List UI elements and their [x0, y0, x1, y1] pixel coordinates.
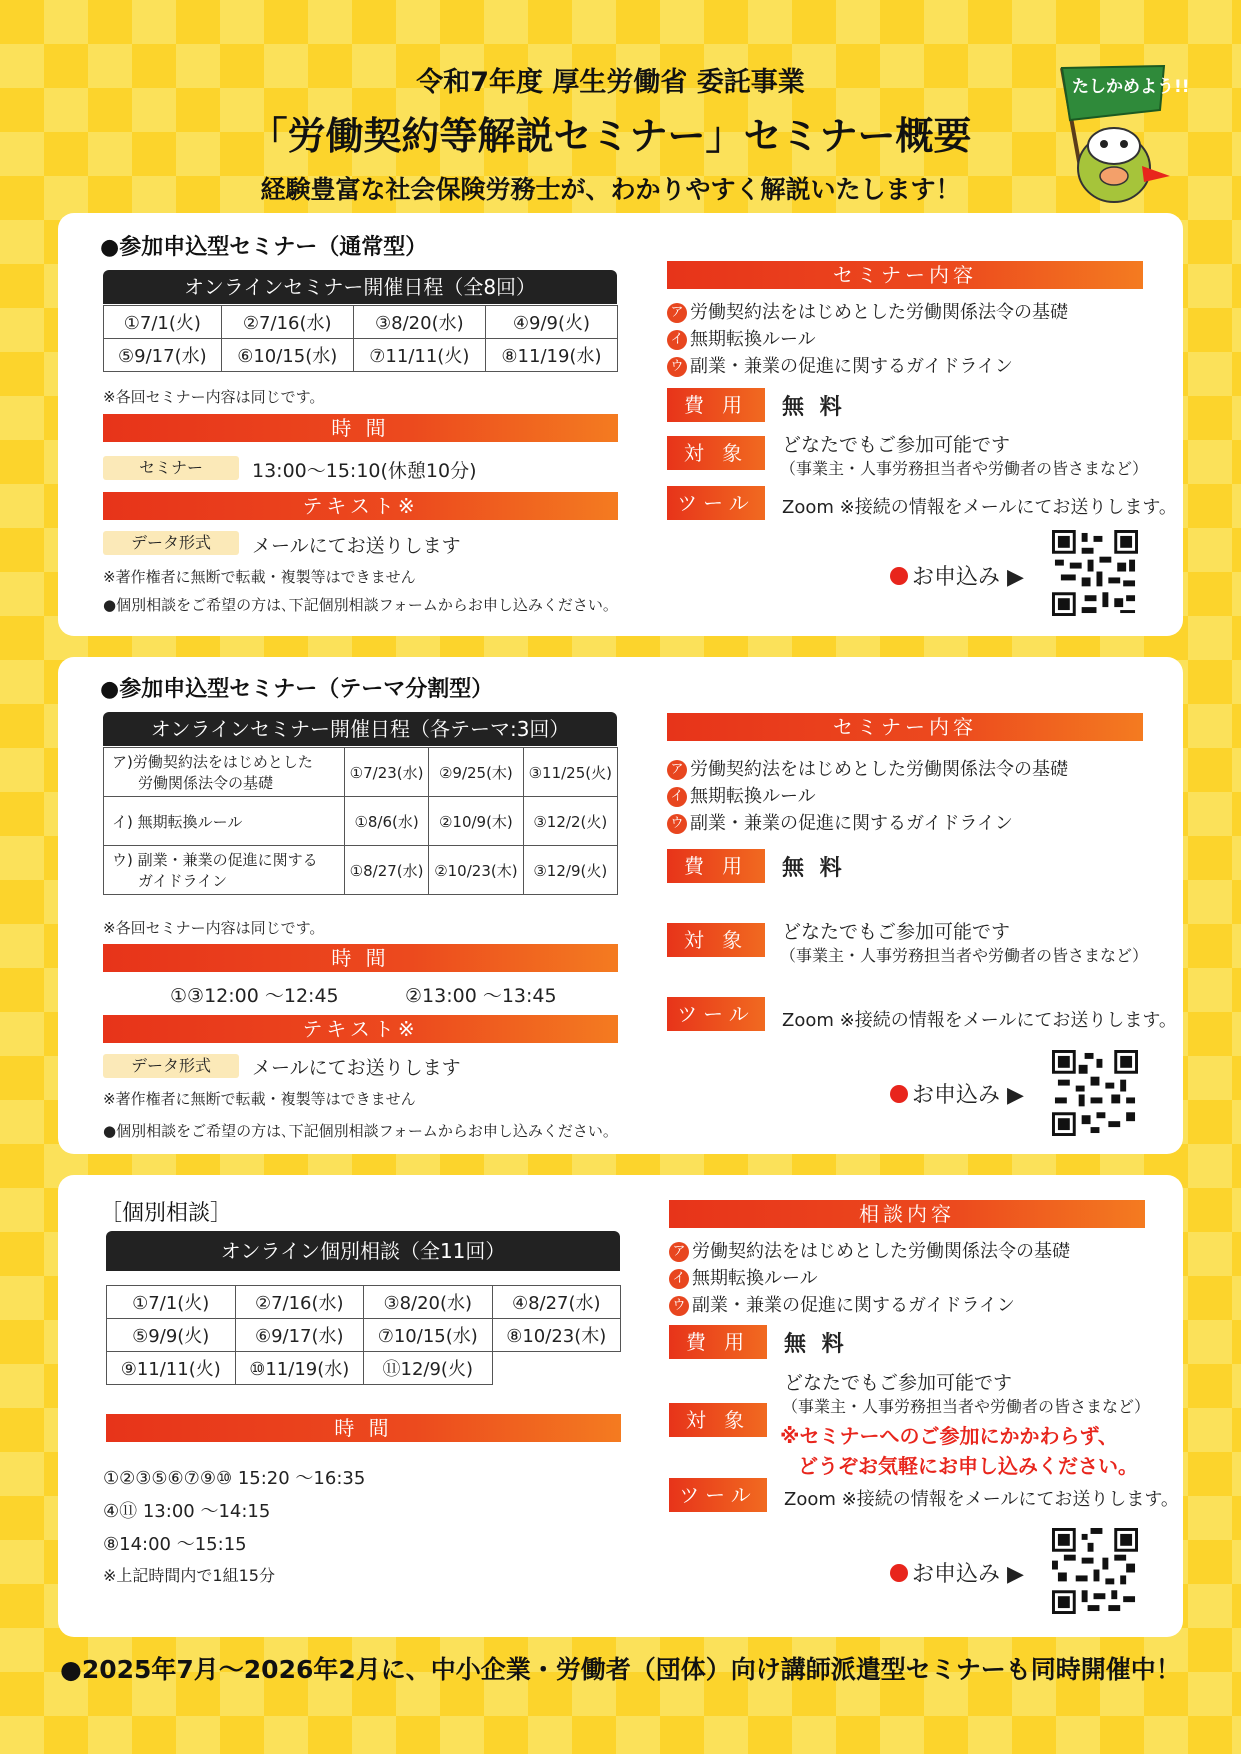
table-cell: ①8/27(水) [345, 846, 429, 895]
qr-code-icon[interactable] [1052, 530, 1138, 616]
table-cell: ⑤9/9(火) [107, 1319, 236, 1352]
theme-text: ガイドライン [138, 872, 228, 890]
time-band: 時 間 [103, 414, 618, 442]
table-row [104, 846, 618, 895]
footer-note: ●2025年7月～2026年2月に、中小企業・労働者（団体）向け講師派遣型セミナーも同時開催中！ [60, 1655, 1181, 1684]
table-cell: ①7/23(水) [345, 748, 429, 797]
table-row [107, 1352, 621, 1385]
table-cell: ④8/27(水) [492, 1286, 621, 1319]
section-title-consult: ［個別相談］ [100, 1201, 233, 1226]
theme-schedule-table [103, 747, 618, 895]
table-cell: ⑨11/11(火) [107, 1352, 236, 1385]
seminar-content-band: セミナー内容 [667, 713, 1143, 741]
copyright-note: ※著作権者に無断で転載・複製等はできません [103, 1090, 416, 1108]
table-row [107, 1319, 621, 1352]
tool-value: Zoom ※接続の情報をメールにてお送りします。 [784, 1489, 1179, 1510]
page-title: 「労働契約等解説セミナー」セミナー概要 [249, 114, 972, 158]
consult-note: ●個別相談をご希望の方は､下記個別相談フォームからお申し込みください。 [103, 596, 618, 614]
consult-note: ●個別相談をご希望の方は､下記個別相談フォームからお申し込みください。 [103, 1122, 618, 1140]
header-tagline: 経験豊富な社会保険労務士が、わかりやすく解説いたします！ [260, 175, 961, 204]
tool-label: ツール [667, 486, 765, 520]
theme-text: ア)労働契約法をはじめとした [112, 753, 313, 771]
time-slot-b: ②13:00 ～13:45 [405, 985, 557, 1007]
theme-cell [104, 846, 345, 895]
table-row [107, 1286, 621, 1319]
target-line1: どなたでもご参加可能です [782, 921, 1011, 943]
same-content-note: ※各回セミナー内容は同じです。 [103, 388, 325, 406]
apply-label: お申込み ▶ [912, 565, 1024, 590]
item-label: 労働契約法をはじめとした労働関係法令の基礎 [690, 302, 1068, 323]
target-label: 対 象 [667, 436, 765, 470]
table-cell: ⑦10/15(水) [364, 1319, 493, 1352]
badge-i: イ [667, 787, 687, 807]
target-line2: （事業主・人事労務担当者や労働者の皆さまなど） [782, 1397, 1151, 1416]
item-label: 無期転換ルール [692, 1268, 818, 1289]
time-slot-a: ①③12:00 ～12:45 [170, 985, 339, 1007]
time-band: 時 間 [106, 1414, 621, 1442]
table-cell: ①7/1(火) [104, 306, 222, 339]
theme-cell [104, 748, 345, 797]
item-label: 労働契約法をはじめとした労働関係法令の基礎 [692, 1241, 1070, 1262]
theme-cell [104, 797, 345, 846]
consult-time-2: ④⑪ 13:00 ～14:15 [103, 1501, 271, 1522]
data-format-value: メールにてお送りします [252, 535, 461, 557]
badge-a: ア [667, 760, 687, 780]
text-band: テキスト※ [103, 492, 618, 520]
table-row [104, 306, 618, 339]
item-label: 無期転換ルール [690, 329, 816, 350]
section-title-theme: ●参加申込型セミナー（テーマ分割型） [100, 677, 494, 702]
table-cell: ③12/9(火) [523, 846, 617, 895]
fee-value: 無 料 [784, 1332, 848, 1357]
table-cell: ③12/2(火) [523, 797, 617, 846]
content-item [667, 298, 1068, 324]
content-item [669, 1264, 818, 1290]
table-cell: ③11/25(火) [523, 748, 617, 797]
table-cell: ⑧10/23(木) [492, 1319, 621, 1352]
apply-dot-icon [890, 1085, 908, 1103]
tool-value: Zoom ※接続の情報をメールにてお送りします。 [782, 497, 1177, 518]
consult-table-header: オンライン個別相談（全11回） [106, 1231, 620, 1271]
data-format-pill: データ形式 [103, 531, 239, 555]
data-format-pill: データ形式 [103, 1054, 239, 1078]
mascot-illustration [1052, 58, 1190, 213]
table-cell: ②10/23(木) [429, 846, 523, 895]
header-subtitle: 令和7年度 厚生労働省 委託事業 [416, 67, 805, 98]
data-format-value: メールにてお送りします [252, 1057, 461, 1079]
theme-table-header: オンラインセミナー開催日程（各テーマ:3回） [103, 712, 617, 746]
consult-time-3: ⑧14:00 ～15:15 [103, 1534, 247, 1555]
item-label: 副業・兼業の促進に関するガイドライン [690, 356, 1013, 377]
table-cell: ⑥9/17(水) [235, 1319, 364, 1352]
badge-i: イ [669, 1269, 689, 1289]
apply-dot-icon [890, 567, 908, 585]
tool-value: Zoom ※接続の情報をメールにてお送りします。 [782, 1010, 1177, 1031]
table-cell: ⑧11/19(水) [485, 339, 617, 372]
content-item [667, 809, 1013, 835]
consult-schedule-table [106, 1285, 621, 1385]
badge-a: ア [669, 1242, 689, 1262]
table-cell: ⑩11/19(水) [235, 1352, 364, 1385]
badge-i: イ [667, 330, 687, 350]
consult-time-note: ※上記時間内で1組15分 [103, 1566, 275, 1585]
table-cell: ③8/20(水) [353, 306, 485, 339]
content-item [669, 1291, 1015, 1317]
time-band: 時 間 [103, 944, 618, 972]
apply-dot-icon [890, 1564, 908, 1582]
table-cell: ②7/16(水) [235, 1286, 364, 1319]
red-note-1: ※セミナーへのご参加にかかわらず、 [780, 1424, 1118, 1448]
table-row [104, 339, 618, 372]
apply-link[interactable] [890, 1078, 1024, 1109]
consult-time-1: ①②③⑤⑥⑦⑨⑩ 15:20 ～16:35 [103, 1468, 366, 1489]
schedule-table-header: オンラインセミナー開催日程（全8回） [103, 270, 617, 304]
apply-link[interactable] [890, 1557, 1024, 1588]
text-band: テキスト※ [103, 1015, 618, 1043]
qr-code-icon[interactable] [1052, 1050, 1138, 1136]
theme-text: ウ) 副業・兼業の促進に関する [112, 851, 318, 869]
theme-text: イ) 無期転換ルール [112, 812, 243, 831]
table-cell: ①7/1(火) [107, 1286, 236, 1319]
item-label: 無期転換ルール [690, 786, 816, 807]
red-note-2: どうぞお気軽にお申し込みください。 [798, 1454, 1138, 1478]
seminar-content-band: セミナー内容 [667, 261, 1143, 289]
table-cell-empty [492, 1352, 621, 1385]
table-cell: ①8/6(水) [345, 797, 429, 846]
table-row [104, 797, 618, 846]
section-title-regular: ●参加申込型セミナー（通常型） [100, 235, 428, 260]
table-cell: ③8/20(水) [364, 1286, 493, 1319]
schedule-table [103, 305, 618, 372]
item-label: 副業・兼業の促進に関するガイドライン [692, 1295, 1015, 1316]
tool-label: ツール [667, 997, 765, 1031]
content-item [669, 1237, 1070, 1263]
fee-value: 無 料 [782, 395, 846, 420]
apply-label: お申込み ▶ [912, 1083, 1024, 1108]
table-cell: ⑪12/9(火) [364, 1352, 493, 1385]
table-cell: ⑦11/11(火) [353, 339, 485, 372]
mascot-flag-text: たしかめよう!! [1072, 77, 1190, 97]
badge-u: ウ [667, 814, 687, 834]
target-line2: （事業主・人事労務担当者や労働者の皆さまなど） [780, 459, 1149, 478]
qr-code-icon[interactable] [1052, 1528, 1138, 1614]
fee-label: 費 用 [667, 388, 765, 422]
fee-label: 費 用 [669, 1325, 767, 1359]
table-cell: ⑥10/15(水) [221, 339, 353, 372]
seminar-pill: セミナー [103, 456, 239, 480]
table-cell: ②10/9(木) [429, 797, 523, 846]
fee-value: 無 料 [782, 856, 846, 881]
fee-label: 費 用 [667, 849, 765, 883]
table-cell: ④9/9(火) [485, 306, 617, 339]
same-content-note: ※各回セミナー内容は同じです。 [103, 919, 325, 937]
theme-text: 労働関係法令の基礎 [138, 774, 274, 792]
content-item [667, 782, 816, 808]
content-item [667, 755, 1068, 781]
tool-label: ツール [669, 1478, 767, 1512]
apply-link[interactable] [890, 560, 1024, 591]
table-cell: ②9/25(木) [429, 748, 523, 797]
table-cell: ⑤9/17(水) [104, 339, 222, 372]
target-line1: どなたでもご参加可能です [784, 1372, 1013, 1394]
seminar-time: 13:00～15:10(休憩10分) [252, 460, 477, 482]
table-row [104, 748, 618, 797]
item-label: 副業・兼業の促進に関するガイドライン [690, 813, 1013, 834]
apply-label: お申込み ▶ [912, 1562, 1024, 1587]
target-label: 対 象 [667, 923, 765, 957]
table-cell: ②7/16(水) [221, 306, 353, 339]
target-line2: （事業主・人事労務担当者や労働者の皆さまなど） [780, 946, 1149, 965]
badge-a: ア [667, 303, 687, 323]
target-label: 対 象 [669, 1403, 767, 1437]
target-line1: どなたでもご参加可能です [782, 434, 1011, 456]
badge-u: ウ [669, 1296, 689, 1316]
content-item [667, 352, 1013, 378]
item-label: 労働契約法をはじめとした労働関係法令の基礎 [690, 759, 1068, 780]
content-item [667, 325, 816, 351]
copyright-note: ※著作権者に無断で転載・複製等はできません [103, 568, 416, 586]
consult-content-band: 相談内容 [669, 1200, 1145, 1228]
badge-u: ウ [667, 357, 687, 377]
